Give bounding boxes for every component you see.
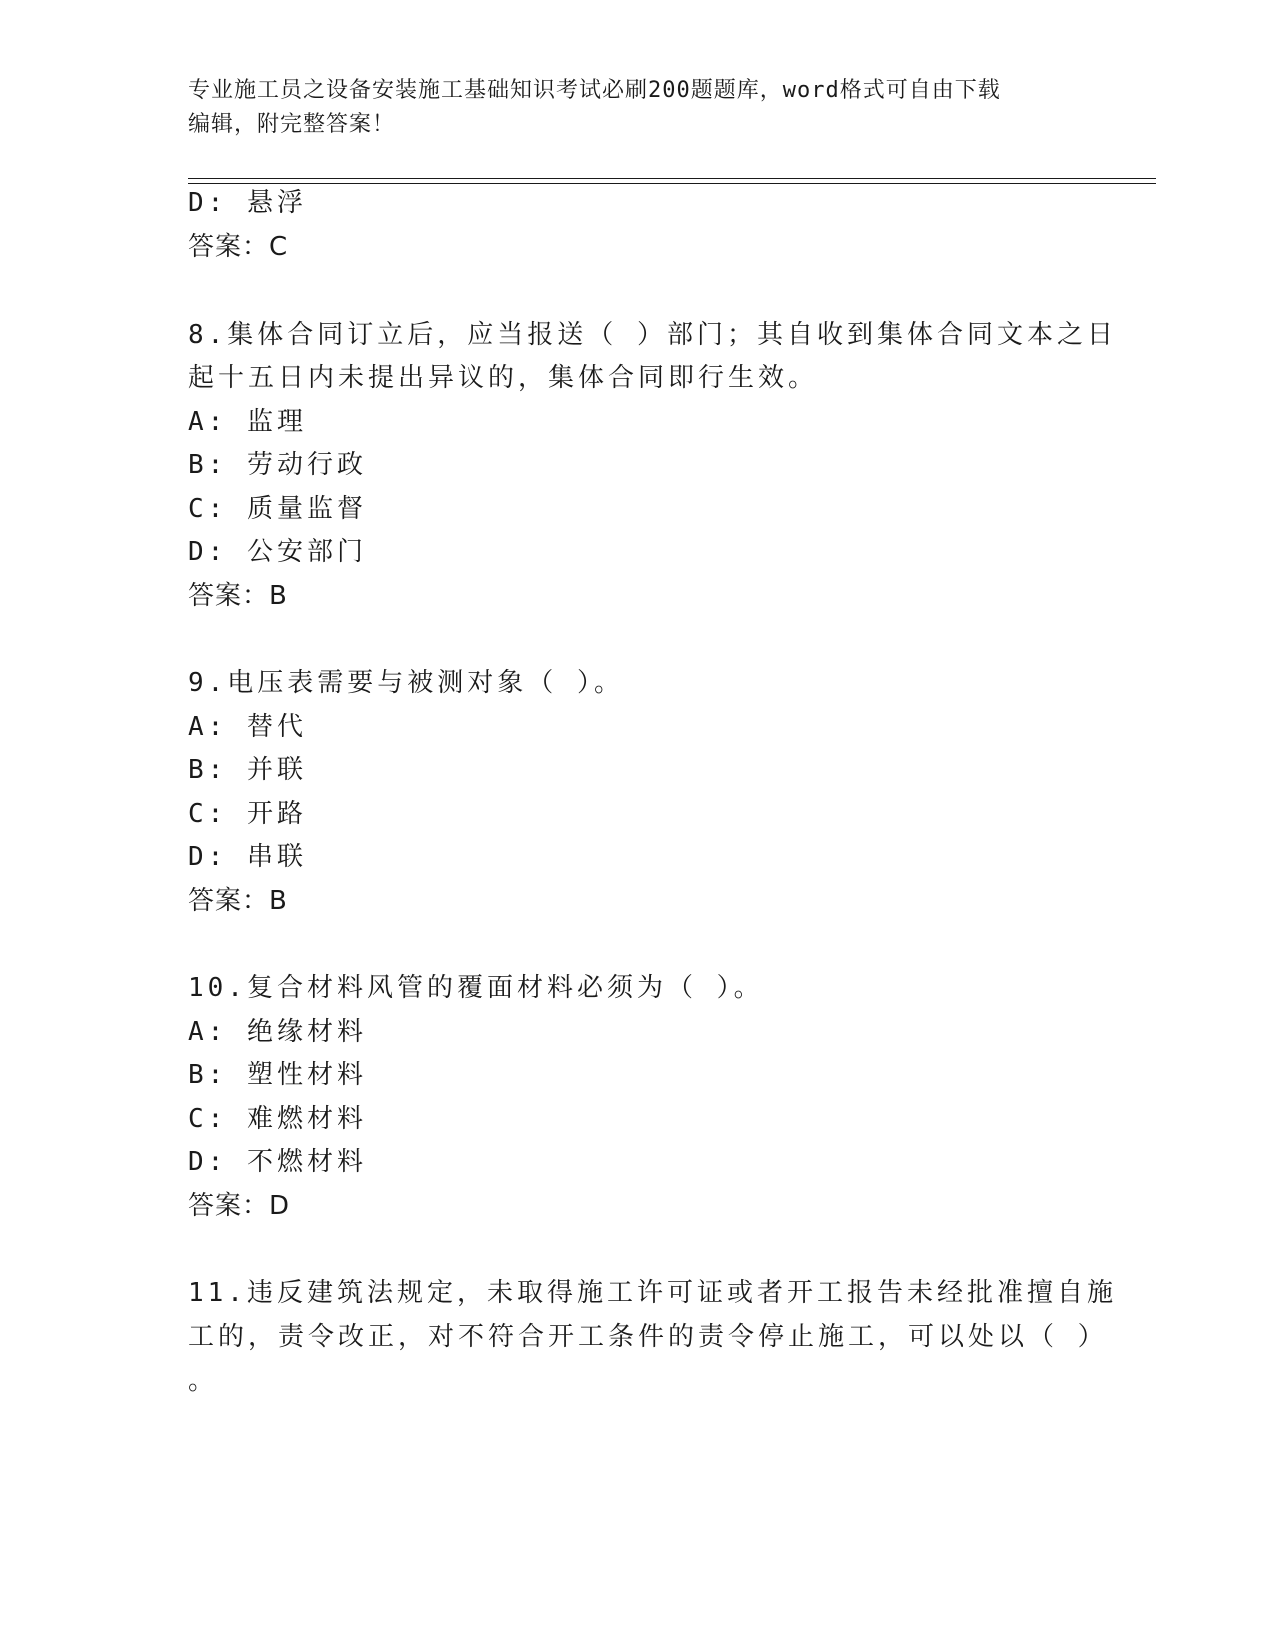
q10-option-a: A: 绝缘材料 [188, 1017, 367, 1047]
q8-stem-line-2: 起十五日内未提出异议的，集体合同即行生效。 [188, 363, 819, 393]
q10-option-b: B: 塑性材料 [188, 1060, 367, 1090]
q8-option-b: B: 劳动行政 [188, 450, 367, 480]
q8-option-a: A: 监理 [188, 407, 307, 437]
q9-option-d: D: 串联 [188, 842, 307, 872]
q8-option-d: D: 公安部门 [188, 537, 367, 567]
q8-option-c: C: 质量监督 [188, 494, 367, 524]
q10-stem-line-1: 10.复合材料风管的覆面材料必须为（ ）。 [188, 973, 764, 1003]
q8-stem-line-1: 8.集体合同订立后，应当报送（ ）部门；其自收到集体合同文本之日 [188, 320, 1117, 350]
q11-stem-line-1: 11.违反建筑法规定，未取得施工许可证或者开工报告未经批准擅自施 [188, 1278, 1117, 1308]
header-divider-top [188, 178, 1156, 179]
q11-stem-line-2: 工的，责令改正，对不符合开工条件的责令停止施工，可以处以（ ） [188, 1322, 1108, 1352]
document-header [188, 74, 1088, 142]
q8-answer: 答案：B [188, 581, 288, 611]
q10-option-d: D: 不燃材料 [188, 1147, 367, 1177]
q10-answer: 答案：D [188, 1191, 291, 1221]
q9-option-b: B: 并联 [188, 755, 307, 785]
q9-stem-line-1: 9.电压表需要与被测对象（ ）。 [188, 668, 624, 698]
q7-option-d: D: 悬浮 [188, 188, 307, 218]
header-line-1: 专业施工员之设备安装施工基础知识考试必刷200题题库，word格式可自由下载 [188, 78, 1001, 103]
header-divider-bottom [188, 183, 1156, 184]
q11-stem-line-3: 。 [188, 1366, 219, 1396]
q9-option-a: A: 替代 [188, 712, 307, 742]
q9-option-c: C: 开路 [188, 799, 307, 829]
q7-answer: 答案：C [188, 232, 289, 262]
header-line-2: 编辑，附完整答案！ [188, 112, 396, 137]
q10-option-c: C: 难燃材料 [188, 1104, 367, 1134]
q9-answer: 答案：B [188, 886, 288, 916]
